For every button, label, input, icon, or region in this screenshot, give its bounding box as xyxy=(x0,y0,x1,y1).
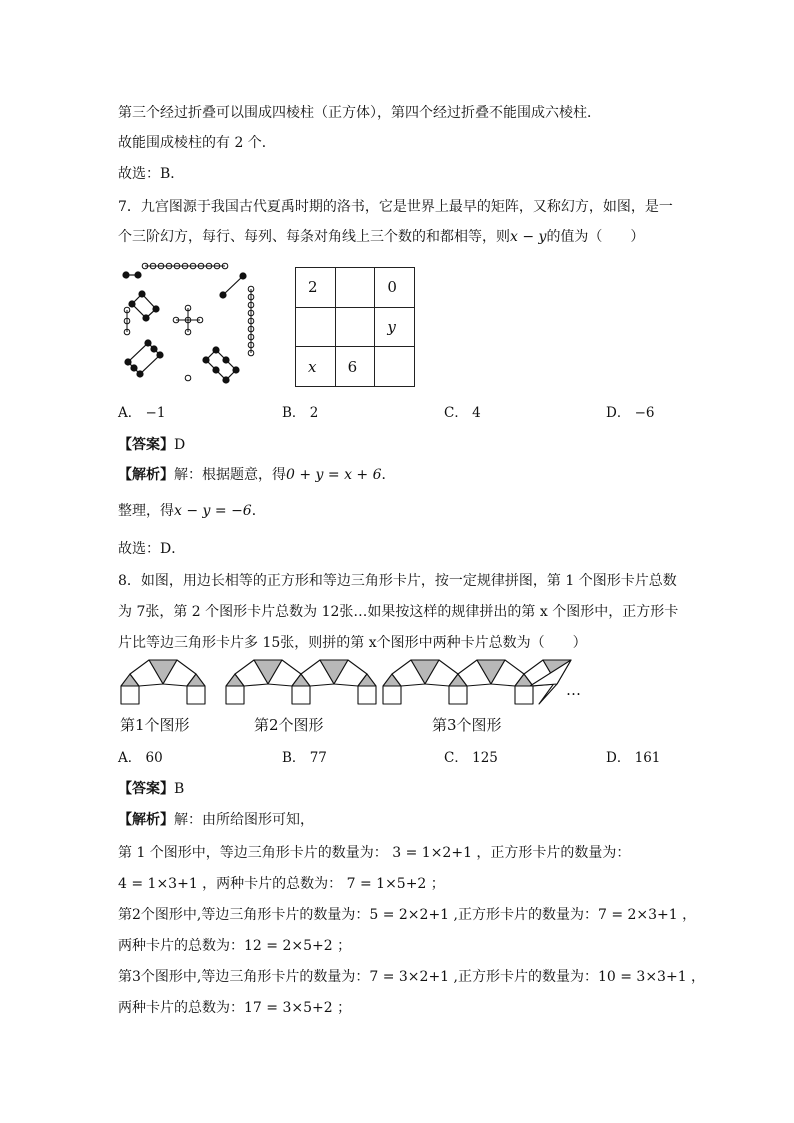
grid-cell xyxy=(335,307,375,347)
text-line: 故选：B． xyxy=(118,166,185,182)
text-line: 第三个经过折叠可以围成四棱柱（正方体），第四个经过折叠不能围成六棱柱． xyxy=(118,105,601,121)
analysis-label: 【解析】 xyxy=(118,812,174,828)
option-a: A． −1 xyxy=(118,405,166,421)
text-span: 解：由所给图形可知， xyxy=(174,812,314,828)
text-span: 整理，得 xyxy=(118,503,174,519)
ellipsis: … xyxy=(566,681,581,699)
text-line: 故能围成棱柱的有 2 个． xyxy=(118,135,276,151)
figure-caption: 第2个图形 xyxy=(254,716,324,734)
analysis-line: 第3个图形中,等边三角形卡片的数量为：7 = 3×2+1 ,正方形卡片的数量为：10 = 3×3+1 ， xyxy=(118,969,706,985)
text-span: ． xyxy=(381,467,396,483)
math-expression: x − y xyxy=(510,229,547,245)
grid-cell: y xyxy=(375,307,415,347)
analysis-line: 两种卡片的总数为：12 = 2×5+2 ； xyxy=(118,938,352,954)
option-b: B． 2 xyxy=(282,405,319,421)
answer-line xyxy=(118,779,184,799)
analysis-line xyxy=(118,465,396,485)
luoshu-figure xyxy=(118,258,268,388)
question-8-stem: 为 7张，第 2 个图形卡片总数为 12张…如果按这样的规律拼出的第 x 个图形中，正方形卡 xyxy=(118,604,679,620)
text-span: 的值为（ ） xyxy=(546,229,645,245)
text-span: 个三阶幻方，每行、每列、每条对角线上三个数的和都相等，则 xyxy=(118,229,510,245)
answer-label: 【答案】 xyxy=(118,781,174,797)
card-pattern-figures xyxy=(118,658,618,708)
analysis-line: 两种卡片的总数为：17 = 3×5+2 ； xyxy=(118,1000,352,1016)
grid-cell: 2 xyxy=(296,268,336,308)
analysis-line: 第2个图形中,等边三角形卡片的数量为：5 = 2×2+1 ,正方形卡片的数量为：7 = 2×3+1 ， xyxy=(118,907,697,923)
question-8-stem: 片比等边三角形卡片多 15张，则拼的第 x个图形中两种卡片总数为（ ） xyxy=(118,635,587,651)
option-b: B． 77 xyxy=(282,750,327,766)
question-7-stem: 7．九宫图源于我国古代夏禹时期的洛书，它是世界上最早的矩阵，又称幻方，如图，是一 xyxy=(118,199,673,215)
grid-cell xyxy=(375,347,415,387)
text-span: ． xyxy=(251,503,266,519)
answer-value: B xyxy=(174,781,185,797)
answer-line xyxy=(118,435,185,455)
answer-value: D xyxy=(174,437,186,453)
math-expression: x − y = −6 xyxy=(174,503,252,519)
analysis-line: 4 = 1×3+1 ，两种卡片的总数为： 7 = 1×5+2 ； xyxy=(118,876,445,892)
grid-cell xyxy=(335,268,375,308)
question-7-stem xyxy=(118,227,644,247)
analysis-label: 【解析】 xyxy=(118,467,174,483)
answer-label: 【答案】 xyxy=(118,437,174,453)
magic-square-grid xyxy=(295,267,415,387)
math-expression: 0 + y = x + 6 xyxy=(286,467,382,483)
option-d: D． 161 xyxy=(606,750,661,766)
grid-cell xyxy=(296,307,336,347)
figure-caption: 第1个图形 xyxy=(120,716,190,734)
figure-caption: 第3个图形 xyxy=(432,716,502,734)
analysis-line xyxy=(118,501,266,521)
grid-cell: 6 xyxy=(335,347,375,387)
analysis-line: 第 1 个图形中，等边三角形卡片的数量为： 3 = 1×2+1 ，正方形卡片的数量为： xyxy=(118,845,631,861)
grid-cell: x xyxy=(296,347,336,387)
option-d: D． −6 xyxy=(606,405,655,421)
grid-cell: 0 xyxy=(375,268,415,308)
question-8-stem: 8．如图，用边长相等的正方形和等边三角形卡片，按一定规律拼图，第 1 个图形卡片总数 xyxy=(118,573,677,589)
option-c: C． 4 xyxy=(444,405,481,421)
text-line: 故选：D． xyxy=(118,541,186,557)
option-a: A． 60 xyxy=(118,750,163,766)
option-c: C． 125 xyxy=(444,750,498,766)
analysis-line xyxy=(118,810,314,830)
text-span: 解：根据题意，得 xyxy=(174,467,286,483)
